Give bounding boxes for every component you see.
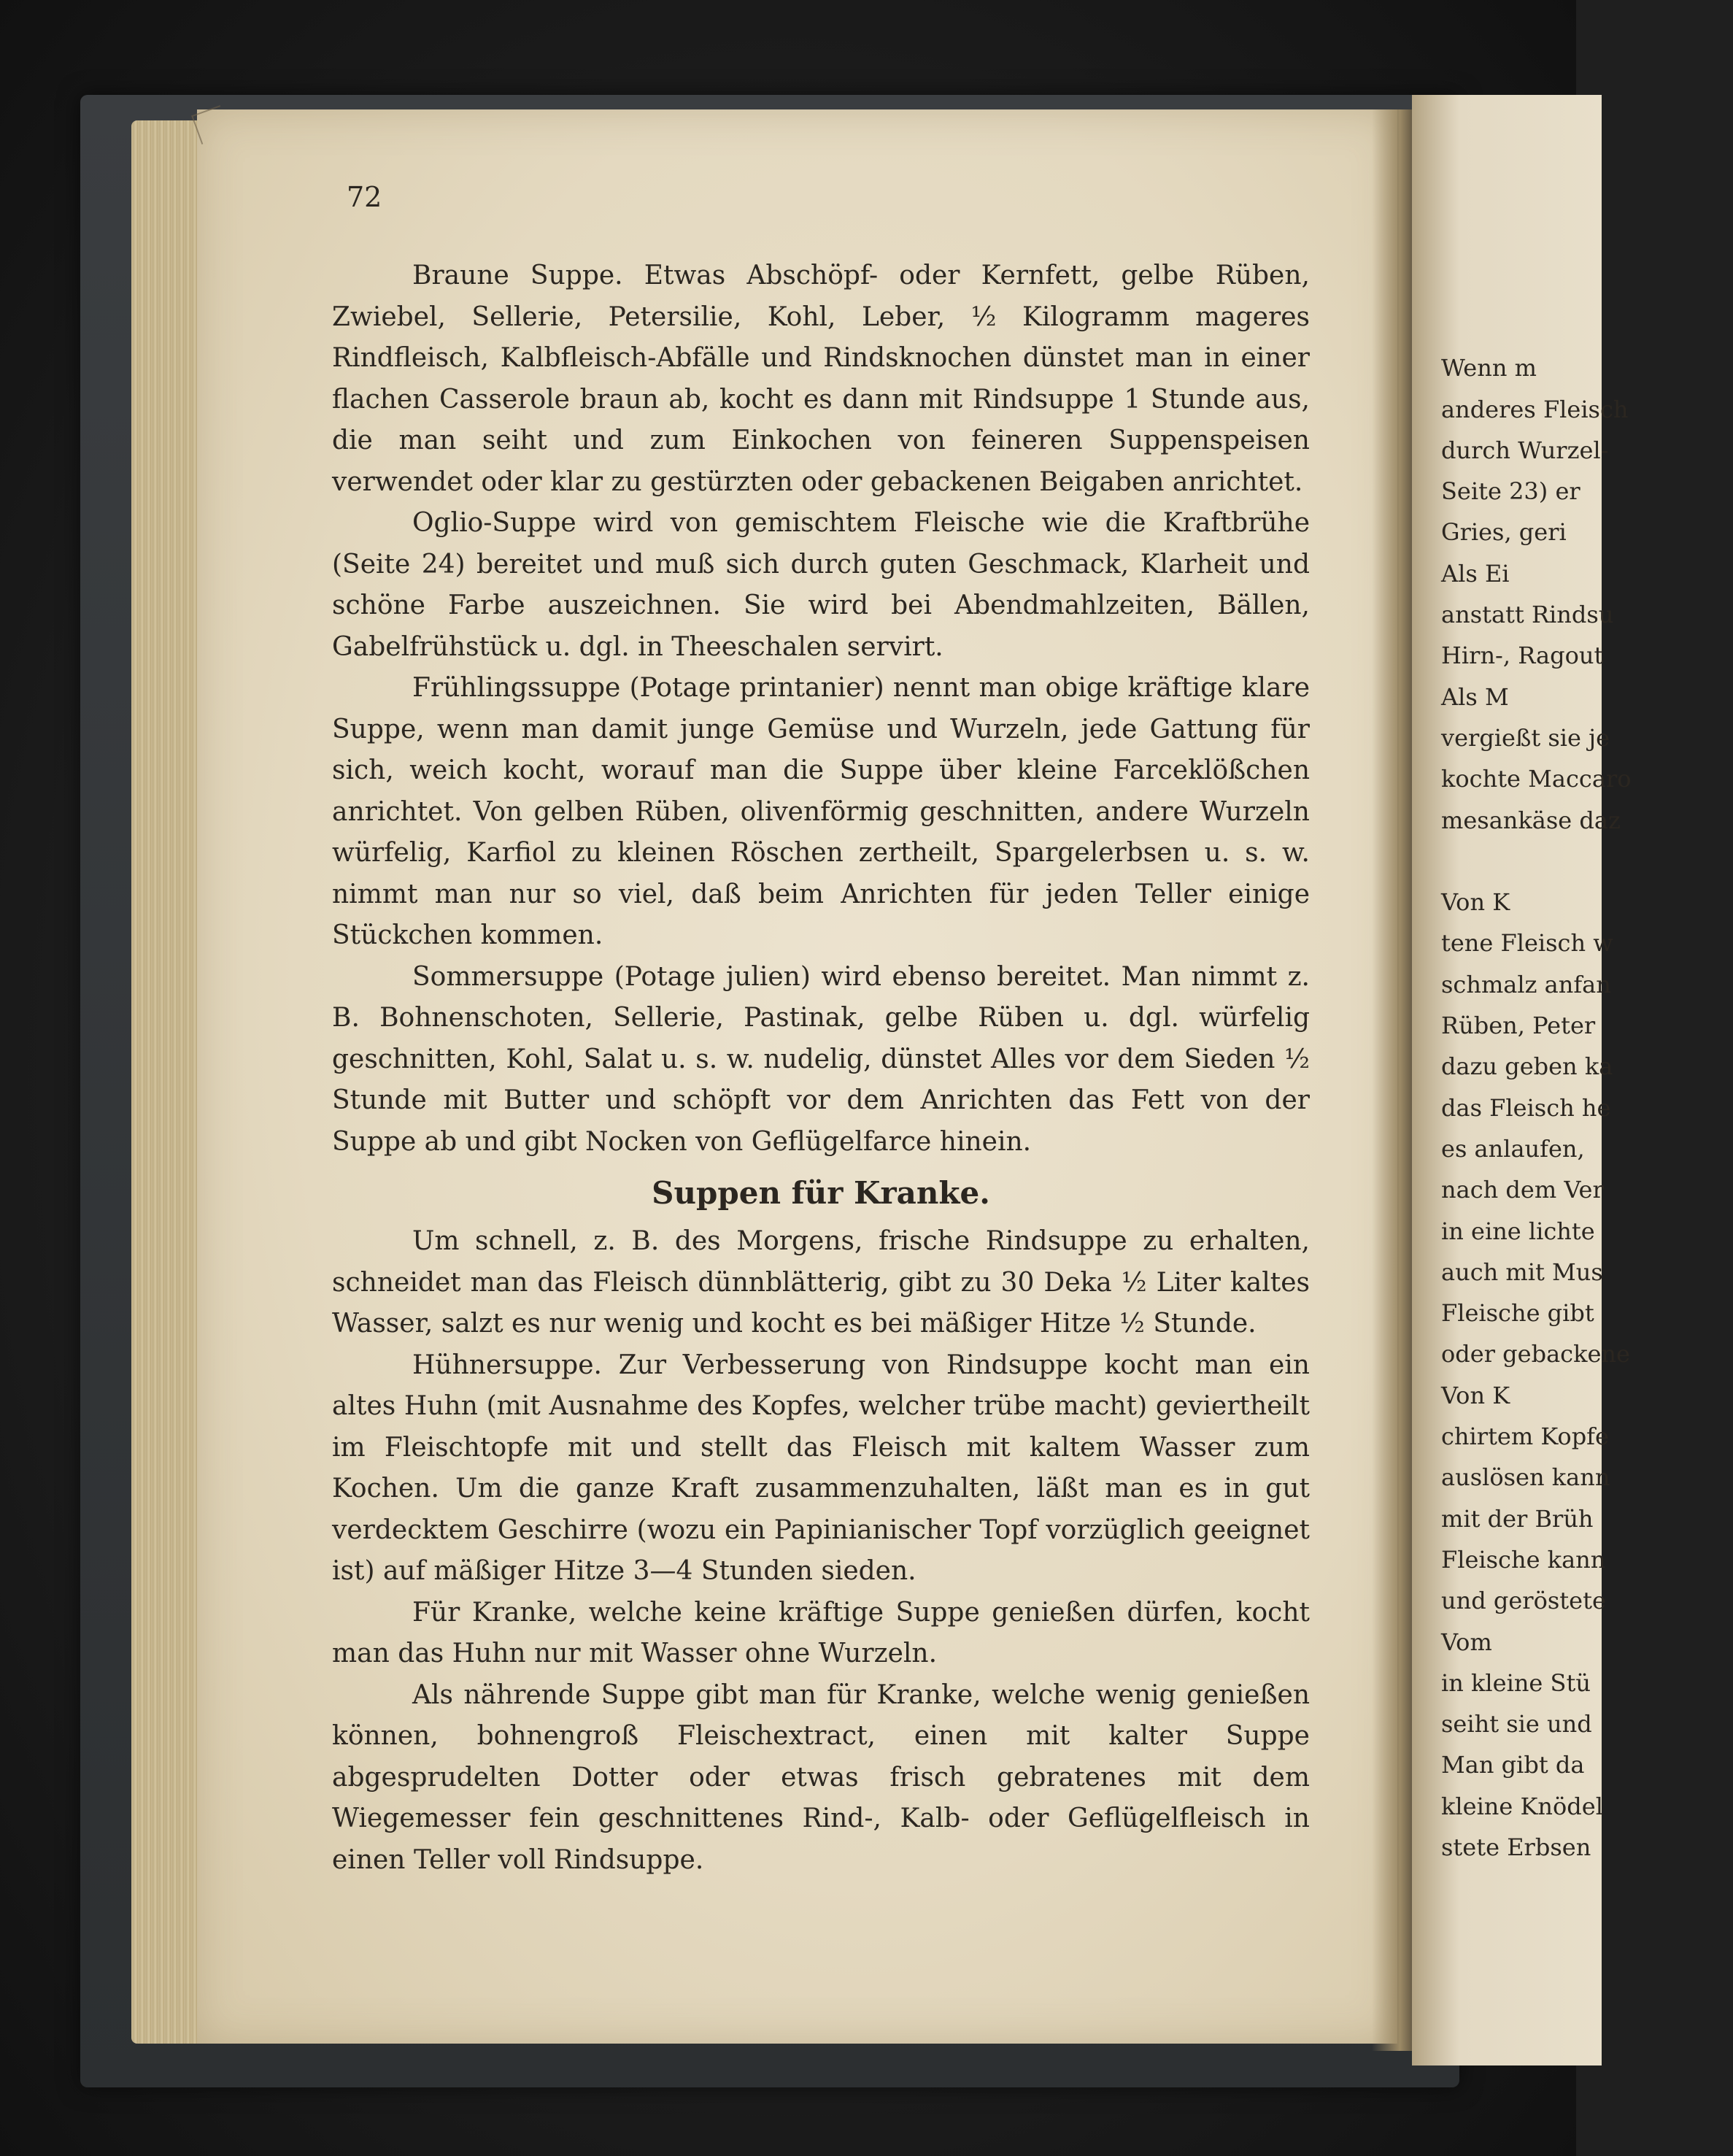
right-page-line: seiht sie und [1441,1710,1592,1739]
paragraph-oglio-suppe: Oglio-Suppe wird von gemischtem Fleische wie die Kraftbrühe (Seite 24) bereitet und muß sich durch guten Geschmack, Klarheit und schöne Farbe auszeichnen. Sie wird bei Abendmahlzeiten, Bällen, Gabelfrühstück u. dgl. in Theeschalen servirt. [332,508,1310,662]
right-page-line: kochte Maccaro [1441,765,1632,793]
right-page-line: nach dem Ver [1441,1176,1604,1204]
right-page-line: in kleine Stü [1441,1668,1591,1697]
paragraph-rindsuppe-schnell: Um schnell, z. B. des Morgens, frische Rindsuppe zu erhalten, schneidet man das Fleisch dünnblätterig, gibt zu 30 Deka ½ Liter kaltes Wasser, salzt es nur wenig und kocht es bei mäßiger Hitze ½ Stunde. [332,1226,1310,1339]
right-page-line: anstatt Rindsu [1441,601,1614,629]
right-page-line: und geröstete [1441,1587,1606,1615]
right-page-line: schmalz anfan [1441,970,1611,998]
paragraph-sommersuppe: Sommersuppe (Potage julien) wird ebenso bereitet. Man nimmt z. B. Bohnenschoten, Sellerie, Pastinak, gelbe Rüben u. dgl. würfelig geschnitten, Kohl, Salat u. s. w. nudelig, dünstet Alles vor dem Sieden ½ Stunde mit Butter und schöpft vor dem Anrichten das Fett von der Suppe ab und gibt Nocken von Geflügelfarce hinein. [332,961,1310,1157]
right-page-line: Als M [1441,682,1509,711]
right-page-line [1441,841,1733,882]
right-page-line: durch Wurzel- [1441,436,1609,464]
right-page-line: anderes Fleisch [1441,395,1629,423]
right-page-line: mit der Brüh [1441,1504,1594,1533]
right-page-line: Rüben, Peter [1441,1012,1596,1040]
right-page-line: tene Fleisch w [1441,929,1613,958]
right-page-line: Wenn m [1441,354,1537,382]
right-page-line: stete Erbsen [1441,1833,1591,1861]
paragraph-naehrende-suppe: Als nährende Suppe gibt man für Kranke, welche wenig genießen können, bohnengroß Fleischextract, einen mit kalter Suppe abgesprudelten Dotter oder etwas frisch gebratenes mit dem Wiegemesser fein geschnittenes Rind-, Kalb- oder Geflügelfleisch in einen Teller voll Rindsuppe. [332,1679,1310,1875]
right-page-line: mesankäse daz [1441,806,1621,834]
right-page-line: vergießt sie je [1441,723,1610,752]
paragraph-fruehlingssuppe: Frühlingssuppe (Potage printanier) nennt man obige kräftige klare Suppe, wenn man damit junge Gemüse und Wurzeln, jede Gattung für sich, weich kocht, worauf man die Suppe über kleine Farceklößchen anrichtet. Von gelben Rüben, olivenförmig geschnitten, andere Wurzeln würfelig, Karfiol zu kleinen Röschen zertheilt, Spargelerbsen u. s. w. nimmt man nur so viel, daß beim Anrichten für jeden Teller einige Stückchen kommen. [332,673,1310,950]
right-page-line: auslösen kann [1441,1463,1610,1492]
right-page-line: oder gebackene [1441,1340,1630,1368]
right-page-line [1441,307,1733,347]
right-page-line: Von K [1441,888,1510,917]
right-page-text [1441,307,1733,1868]
right-page-line: Gries, geri [1441,518,1567,547]
right-page-line: Als Ei [1441,559,1510,588]
right-page-line: Vom [1441,1628,1492,1656]
right-page-line: Fleische kann [1441,1545,1606,1574]
paragraph-huehnersuppe: Hühnersuppe. Zur Verbesserung von Rindsuppe kocht man ein altes Huhn (mit Ausnahme des Kopfes, welcher trübe macht) geviertheilt im Fleischtopfe mit und stellt das Fleisch mit kaltem Wasser zum Kochen. Um die ganze Kraft zusammenzuhalten, läßt man es in gut verdecktem Geschirre (wozu ein Papinianischer Topf vorzüglich geeignet ist) auf mäßiger Hitze 3—4 Stunden sieden. [332,1350,1310,1586]
right-page-line: Hirn-, Ragout [1441,642,1604,670]
right-page-line: chirtem Kopfe [1441,1422,1609,1451]
right-page-line: Man gibt da [1441,1751,1585,1779]
right-page-line: Seite 23) er [1441,477,1580,506]
section-heading: Suppen für Kranke. [652,1175,990,1211]
right-page-line: das Fleisch he [1441,1093,1611,1122]
right-page-line: kleine Knödel [1441,1792,1603,1820]
right-page-line: auch mit Mus [1441,1258,1603,1286]
page-body [332,255,1310,1881]
right-page-line: dazu geben ka [1441,1052,1613,1081]
right-page-line: es anlaufen, [1441,1134,1585,1163]
right-page-line: Von K [1441,1381,1510,1409]
right-page-line: in eine lichte [1441,1217,1595,1245]
right-page-line: Fleische gibt [1441,1299,1594,1328]
paragraph-kranke-huhn: Für Kranke, welche keine kräftige Suppe genießen dürfen, kocht man das Huhn nur mit Wasser ohne Wurzeln. [332,1597,1310,1668]
page-number: 72 [347,181,382,213]
paragraph-braune-suppe: Braune Suppe. Etwas Abschöpf- oder Kernfett, gelbe Rüben, Zwiebel, Sellerie, Petersilie, Kohl, Leber, ½ Kilogramm mageres Rindfleisch, Kalbfleisch-Abfälle und Rindsknochen dünstet man in einer flachen Casserole braun ab, kocht es dann mit Rindsuppe 1 Stunde aus, die man seiht und zum Einkochen von feineren Suppenspeisen verwendet oder klar zu gestürzten oder gebackenen Beigaben anrichtet. [332,261,1310,497]
right-page [1412,95,1632,2065]
